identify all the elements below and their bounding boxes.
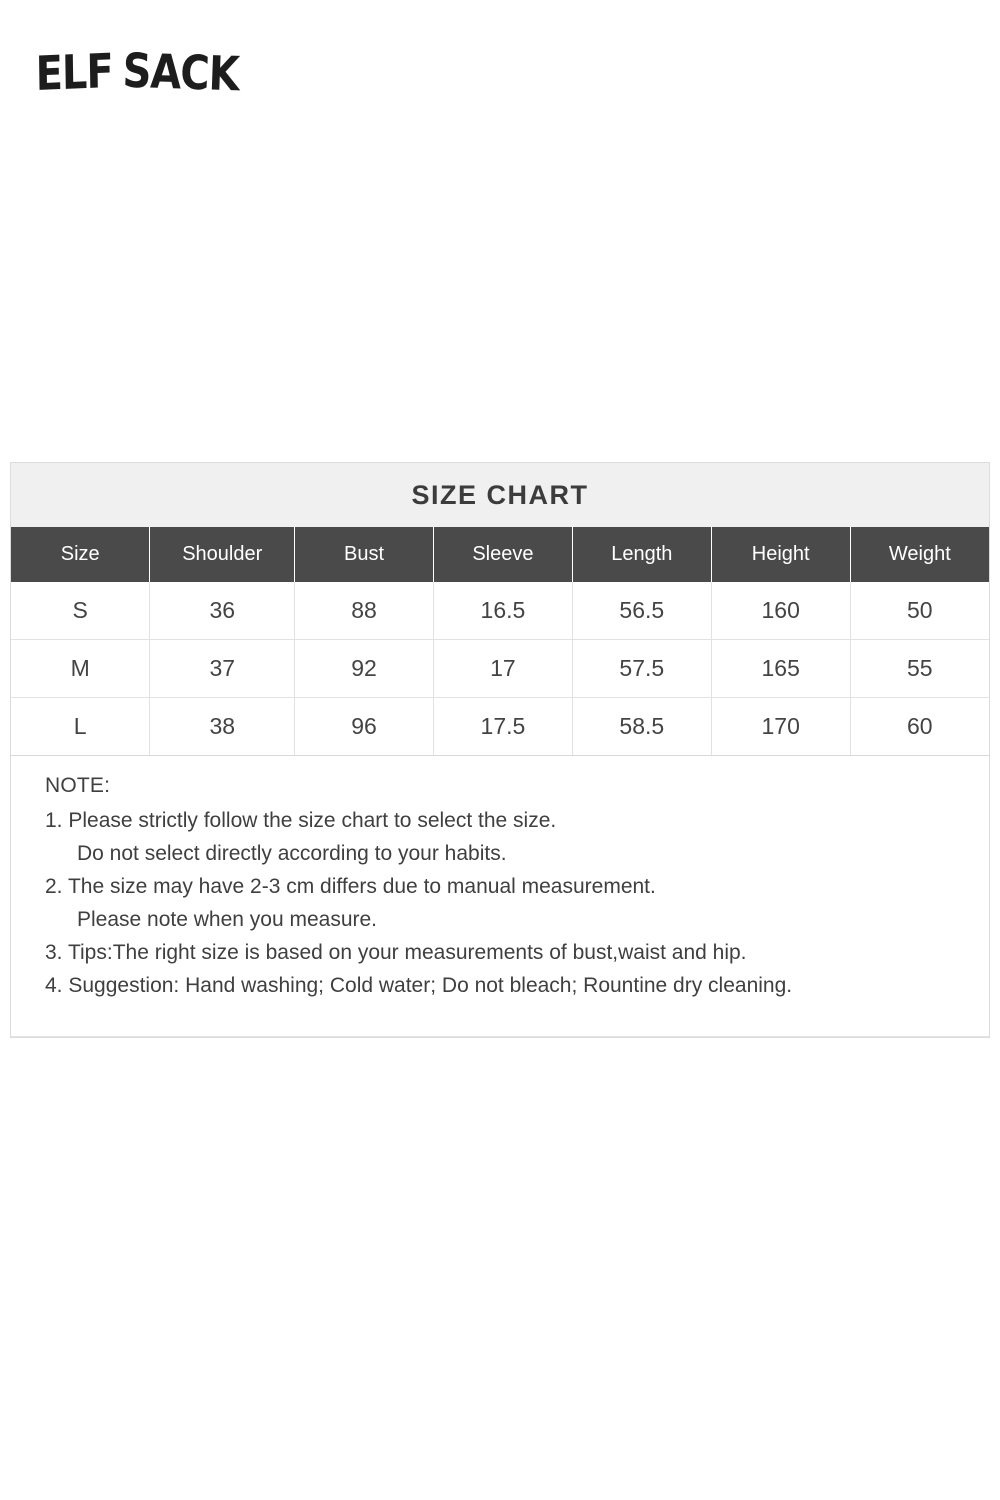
note-line-2: 2. The size may have 2-3 cm differs due to manual measurement. <box>45 875 656 898</box>
column-header-sleeve: Sleeve <box>433 527 572 582</box>
cell-size: L <box>11 698 150 756</box>
size-chart-table <box>11 527 989 756</box>
column-header-size: Size <box>11 527 150 582</box>
cell-length: 56.5 <box>572 582 711 640</box>
cell-height: 160 <box>711 582 850 640</box>
notes-divider <box>11 1036 989 1037</box>
note-line-4: 4. Suggestion: Hand washing; Cold water; Do not bleach; Rountine dry cleaning. <box>45 974 793 997</box>
cell-bust: 96 <box>295 698 434 756</box>
cell-weight: 60 <box>850 698 989 756</box>
size-chart-notes <box>11 756 989 1028</box>
cell-sleeve: 17.5 <box>433 698 572 756</box>
cell-length: 57.5 <box>572 640 711 698</box>
note-line-1b: Do not select directly according to your habits. <box>77 842 507 865</box>
cell-length: 58.5 <box>572 698 711 756</box>
cell-size: S <box>11 582 150 640</box>
column-header-shoulder: Shoulder <box>150 527 295 582</box>
table-header-row <box>11 527 989 582</box>
cell-shoulder: 36 <box>150 582 295 640</box>
brand-logo <box>35 44 240 103</box>
size-chart-panel <box>10 462 990 1038</box>
column-header-weight: Weight <box>850 527 989 582</box>
cell-height: 170 <box>711 698 850 756</box>
cell-shoulder: 37 <box>150 640 295 698</box>
cell-shoulder: 38 <box>150 698 295 756</box>
brand-logo-part2: SACK <box>121 44 240 103</box>
cell-bust: 92 <box>295 640 434 698</box>
cell-sleeve: 17 <box>433 640 572 698</box>
note-line-2b: Please note when you measure. <box>77 908 378 931</box>
table-row <box>11 582 989 640</box>
brand-logo-part1: ELF <box>35 44 114 102</box>
cell-bust: 88 <box>295 582 434 640</box>
cell-height: 165 <box>711 640 850 698</box>
table-row <box>11 640 989 698</box>
cell-weight: 55 <box>850 640 989 698</box>
cell-sleeve: 16.5 <box>433 582 572 640</box>
note-line-1: 1. Please strictly follow the size chart to select the size. <box>45 809 557 832</box>
column-header-height: Height <box>711 527 850 582</box>
cell-weight: 50 <box>850 582 989 640</box>
note-line-3: 3. Tips:The right size is based on your measurements of bust,waist and hip. <box>45 941 747 964</box>
column-header-bust: Bust <box>295 527 434 582</box>
notes-heading: NOTE: <box>45 774 111 797</box>
cell-size: M <box>11 640 150 698</box>
size-chart-title: SIZE CHART <box>11 463 989 527</box>
table-row <box>11 698 989 756</box>
column-header-length: Length <box>572 527 711 582</box>
